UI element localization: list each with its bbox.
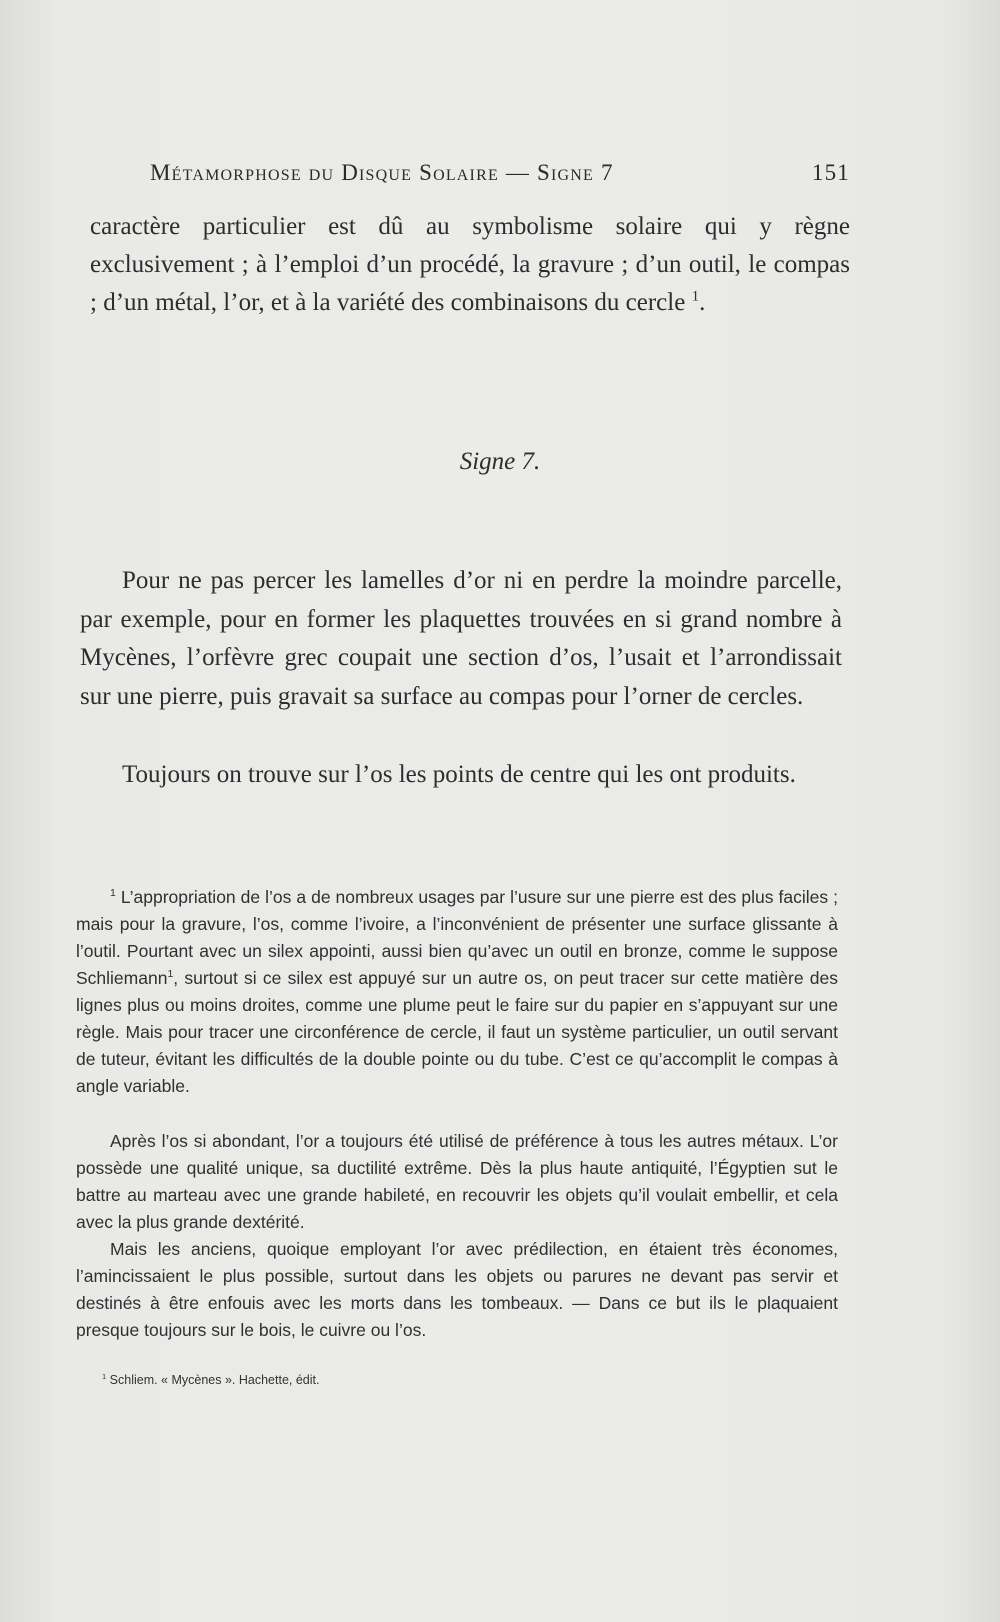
running-title: Métamorphose du Disque Solaire — Signe 7	[150, 160, 614, 185]
footnote-marker: 1	[110, 887, 116, 900]
footnote-paragraph: Après l’os si abondant, l’or a toujours été utilisé de préférence à tous les autres métaux. L’or possède une qualité unique, sa ductilité extrême. Dès la plus haute antiquité, l’Égyptien sut le battre au marteau avec une grande habileté, en recouvrir les objets qu’il voulait embellir, et cela avec la plus grande dextérité.	[76, 1131, 838, 1232]
footnote-text: , surtout si ce silex est appuyé sur un autre os, on peut tracer sur cette matière des lignes plus ou moins droites, comme une plume peut le faire sur du papier en s’appuyant sur une règle. Mais pour tracer une circonférence de cercle, il faut un système particulier, un outil servant de tuteur, évitant les difficultés de la double pointe ou du tube. C’est ce qu’accomplit le compas à angle variable.	[76, 968, 838, 1096]
note-text: Schliem. « Mycènes ». Hachette, édit.	[109, 1373, 320, 1387]
footnote-reference: 1	[167, 968, 174, 981]
footnote-paragraph: Mais les anciens, quoique employant l’or avec prédilection, en étaient très économes, l’amincissaient le plus possible, surtout dans les objets ou parures ne devant pas servir et destinés à être enfouis avec les morts dans les tombeaux. — Dans ce but ils le plaquaient presque toujours sur le bois, le cuivre ou l’os.	[76, 1239, 838, 1340]
paragraph-text: caractère particulier est dû au symbolisme solaire qui y règne exclusivement ; à l’emploi d’un procédé, la gravure ; d’un outil, le compas ; d’un métal, l’or, et à la variété des combinaisons du cercle	[90, 213, 850, 316]
footnote-reference: 1	[691, 288, 700, 305]
paragraph-body: Toujours on trouve sur l’os les points de centre qui les ont produits.	[122, 761, 796, 788]
note-marker: 1	[102, 1371, 107, 1381]
footnote	[76, 884, 838, 1100]
paragraph-continuation	[90, 208, 850, 322]
paragraph-body: Pour ne pas percer les lamelles d’or ni en perdre la moindre parcelle, par exemple, pour en former les plaquettes trouvées en si grand nombre à Mycènes, l’orfèvre grec coupait une section d’os, l’usait et l’arrondissait sur une pierre, puis gravait sa surface au compas pour l’orner de cercles.	[80, 567, 842, 710]
running-header	[150, 160, 850, 186]
paragraph-end: .	[699, 289, 706, 316]
bibliographic-note	[102, 1373, 319, 1387]
page-number: 151	[811, 160, 850, 185]
section-heading: Signe 7.	[459, 448, 541, 475]
footnote-text: L’appropriation de l’os a de nombreux usages par l’usure sur une pierre est des plus faciles ; mais pour la gravure, l’os, comme l’ivoire, a l’inconvénient de présenter une surface glissante à l’outil. Pourtant avec un silex appointi, aussi bien qu’avec un outil en bronze, comme le suppose Schliemann	[76, 887, 838, 988]
